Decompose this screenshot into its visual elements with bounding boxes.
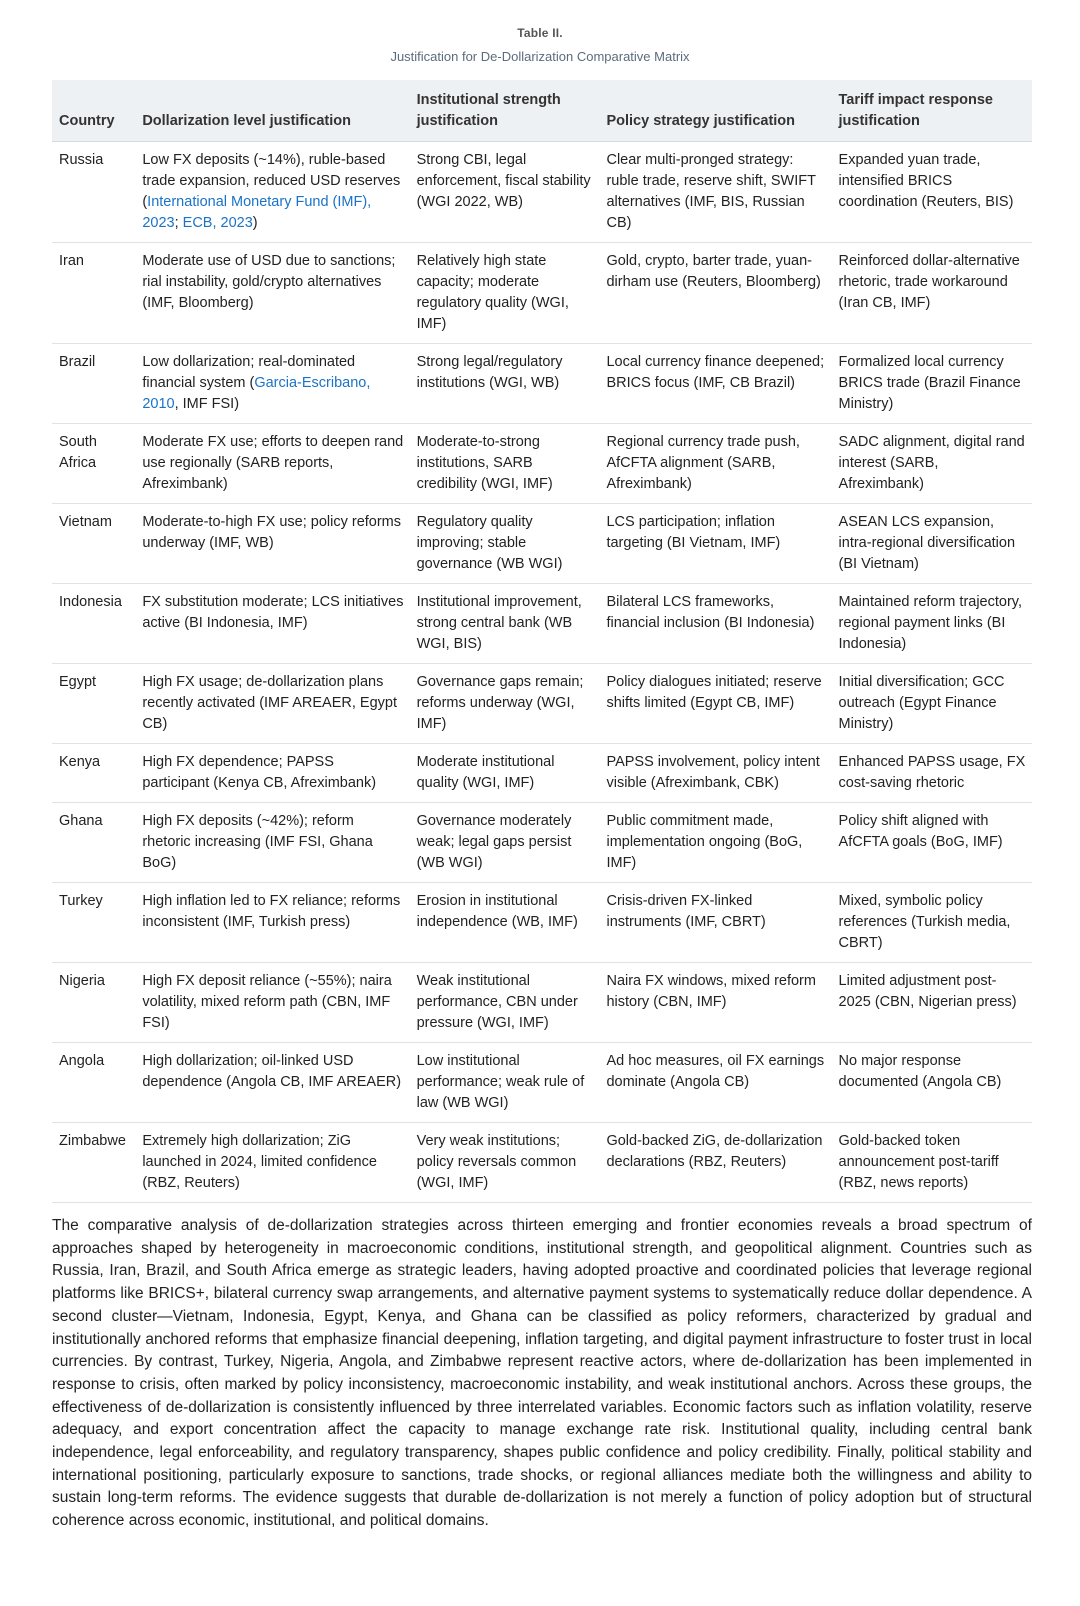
- cell-dollarization: [135, 584, 409, 664]
- table-row: [52, 142, 1032, 243]
- cell-policy: Gold-backed ZiG, de-dollarization declarations (RBZ, Reuters): [599, 1123, 831, 1203]
- cell-text: Moderate FX use; efforts to deepen rand use regionally (SARB reports, Afreximbank): [142, 434, 404, 492]
- cell-institutional: Strong legal/regulatory institutions (WGI, WB): [410, 344, 600, 424]
- cell-text: Extremely high dollarization; ZiG launched in 2024, limited confidence (RBZ, Reuters): [142, 1133, 377, 1191]
- table-row: [52, 584, 1032, 664]
- cell-dollarization: [135, 424, 409, 504]
- cell-country: Iran: [52, 243, 135, 344]
- cell-dollarization: [135, 344, 409, 424]
- table-row: [52, 344, 1032, 424]
- cell-text: High FX dependence; PAPSS participant (Kenya CB, Afreximbank): [142, 754, 377, 791]
- table-title: Justification for De-Dollarization Comparative Matrix: [390, 49, 690, 64]
- cell-text: High dollarization; oil-linked USD dependence (Angola CB, IMF AREAER): [142, 1053, 402, 1090]
- table-row: [52, 424, 1032, 504]
- cell-tariff: Expanded yuan trade, intensified BRICS coordination (Reuters, BIS): [832, 142, 1032, 243]
- table-header-row: [52, 80, 1032, 142]
- cell-policy: Crisis-driven FX-linked instruments (IMF, CBRT): [599, 883, 831, 963]
- table-row: [52, 504, 1032, 584]
- cell-tariff: Gold-backed token announcement post-tariff (RBZ, news reports): [832, 1123, 1032, 1203]
- cell-tariff: ASEAN LCS expansion, intra-regional diversification (BI Vietnam): [832, 504, 1032, 584]
- cell-policy: Regional currency trade push, AfCFTA alignment (SARB, Afreximbank): [599, 424, 831, 504]
- cell-dollarization: [135, 803, 409, 883]
- cell-text: ;: [174, 215, 183, 231]
- cell-country: Zimbabwe: [52, 1123, 135, 1203]
- cell-dollarization: [135, 1123, 409, 1203]
- cell-institutional: Governance moderately weak; legal gaps persist (WB WGI): [410, 803, 600, 883]
- table-row: [52, 803, 1032, 883]
- body-paragraph: The comparative analysis of de-dollarization strategies across thirteen emerging and frontier economies reveals a broad spectrum of approaches shaped by heterogeneity in macroeconomic conditions, institutional strength, and geopolitical alignment. Countries such as Russia, Iran, Brazil, and South Africa emerge as strategic leaders, having adopted proactive and coordinated policies that leverage regional platforms like BRICS+, bilateral currency swap arrangements, and alternative payment systems to systematically reduce dollar dependence. A second cluster—Vietnam, Indonesia, Egypt, Kenya, and Ghana can be classified as policy reformers, characterized by gradual and institutionally anchored reforms that emphasize financial deepening, inflation targeting, and digital payment infrastructure to foster trust in local currencies. By contrast, Turkey, Nigeria, Angola, and Zimbabwe represent reactive actors, where de-dollarization has been implemented in response to crisis, often marked by policy inconsistency, macroeconomic instability, and weak institutional anchors. Across these groups, the effectiveness of de-dollarization is consistently influenced by three interrelated variables. Economic factors such as inflation volatility, reserve adequacy, and export concentration affect the capacity to manage exchange rate risk. Institutional quality, including central bank independence, legal enforceability, and regulatory transparency, shapes public confidence and policy credibility. Finally, political stability and international positioning, particularly exposure to sanctions, trade shocks, or regional alliances mediate both the willingness and ability to sustain long-term reforms. The evidence suggests that durable de-dollarization is not merely a function of policy adoption but of structural coherence across economic, institutional, and political domains.: [52, 1217, 1032, 1530]
- cell-text: High inflation led to FX reliance; reforms inconsistent (IMF, Turkish press): [142, 893, 401, 930]
- cell-country: Egypt: [52, 664, 135, 744]
- cell-country: Ghana: [52, 803, 135, 883]
- cell-tariff: Formalized local currency BRICS trade (Brazil Finance Ministry): [832, 344, 1032, 424]
- comparative-matrix-table: [52, 80, 1032, 1203]
- cell-tariff: Maintained reform trajectory, regional payment links (BI Indonesia): [832, 584, 1032, 664]
- table-label: Table II.: [517, 26, 563, 40]
- cell-institutional: Moderate-to-strong institutions, SARB credibility (WGI, IMF): [410, 424, 600, 504]
- citation-link[interactable]: Garcia-Escribano, 2010: [142, 375, 371, 412]
- cell-text: High FX usage; de-dollarization plans recently activated (IMF AREAER, Egypt CB): [142, 674, 397, 732]
- citation-link[interactable]: ECB, 2023: [182, 215, 253, 231]
- cell-country: South Africa: [52, 424, 135, 504]
- cell-country: Vietnam: [52, 504, 135, 584]
- cell-tariff: Mixed, symbolic policy references (Turkish media, CBRT): [832, 883, 1032, 963]
- cell-institutional: Strong CBI, legal enforcement, fiscal stability (WGI 2022, WB): [410, 142, 600, 243]
- cell-institutional: Governance gaps remain; reforms underway (WGI, IMF): [410, 664, 600, 744]
- cell-tariff: Policy shift aligned with AfCFTA goals (BoG, IMF): [832, 803, 1032, 883]
- cell-tariff: SADC alignment, digital rand interest (SARB, Afreximbank): [832, 424, 1032, 504]
- cell-dollarization: [135, 142, 409, 243]
- cell-dollarization: [135, 504, 409, 584]
- table-body: [52, 142, 1032, 1203]
- cell-institutional: Relatively high state capacity; moderate regulatory quality (WGI, IMF): [410, 243, 600, 344]
- cell-dollarization: [135, 243, 409, 344]
- cell-institutional: Regulatory quality improving; stable governance (WB WGI): [410, 504, 600, 584]
- cell-institutional: Institutional improvement, strong central bank (WB WGI, BIS): [410, 584, 600, 664]
- cell-institutional: Moderate institutional quality (WGI, IMF): [410, 744, 600, 803]
- cell-policy: LCS participation; inflation targeting (BI Vietnam, IMF): [599, 504, 831, 584]
- cell-dollarization: [135, 664, 409, 744]
- cell-policy: Local currency finance deepened; BRICS focus (IMF, CB Brazil): [599, 344, 831, 424]
- cell-text: Moderate-to-high FX use; policy reforms underway (IMF, WB): [142, 514, 402, 551]
- cell-institutional: Very weak institutions; policy reversals common (WGI, IMF): [410, 1123, 600, 1203]
- cell-text: High FX deposits (~42%); reform rhetoric increasing (IMF FSI, Ghana BoG): [142, 813, 373, 871]
- cell-dollarization: [135, 1043, 409, 1123]
- cell-text: Low dollarization; real-dominated financial system (: [142, 354, 356, 391]
- cell-country: Angola: [52, 1043, 135, 1123]
- header-country: Country: [52, 80, 135, 142]
- cell-text: FX substitution moderate; LCS initiatives active (BI Indonesia, IMF): [142, 594, 404, 631]
- cell-text: Low FX deposits (~14%), ruble-based trade expansion, reduced USD reserves (: [142, 152, 401, 210]
- table-row: [52, 1043, 1032, 1123]
- table-row: [52, 664, 1032, 744]
- cell-country: Nigeria: [52, 963, 135, 1043]
- cell-tariff: Limited adjustment post-2025 (CBN, Nigerian press): [832, 963, 1032, 1043]
- cell-country: Russia: [52, 142, 135, 243]
- cell-tariff: Initial diversification; GCC outreach (Egypt Finance Ministry): [832, 664, 1032, 744]
- cell-institutional: Low institutional performance; weak rule of law (WB WGI): [410, 1043, 600, 1123]
- cell-institutional: Weak institutional performance, CBN under pressure (WGI, IMF): [410, 963, 600, 1043]
- header-dollarization: Dollarization level justification: [135, 80, 409, 142]
- cell-tariff: No major response documented (Angola CB): [832, 1043, 1032, 1123]
- cell-dollarization: [135, 883, 409, 963]
- citation-link[interactable]: International Monetary Fund (IMF), 2023: [142, 194, 372, 231]
- cell-policy: Naira FX windows, mixed reform history (CBN, IMF): [599, 963, 831, 1043]
- header-policy: Policy strategy justification: [599, 80, 831, 142]
- cell-policy: Ad hoc measures, oil FX earnings dominate (Angola CB): [599, 1043, 831, 1123]
- cell-dollarization: [135, 963, 409, 1043]
- cell-tariff: Enhanced PAPSS usage, FX cost-saving rhetoric: [832, 744, 1032, 803]
- table-caption: [0, 26, 1080, 64]
- cell-text: Moderate use of USD due to sanctions; rial instability, gold/crypto alternatives (IMF, Bloomberg): [142, 253, 396, 311]
- cell-text: , IMF FSI): [174, 396, 240, 412]
- table-row: [52, 243, 1032, 344]
- cell-country: Kenya: [52, 744, 135, 803]
- cell-policy: Clear multi-pronged strategy: ruble trade, reserve shift, SWIFT alternatives (IMF, BIS, Russian CB): [599, 142, 831, 243]
- cell-policy: Bilateral LCS frameworks, financial inclusion (BI Indonesia): [599, 584, 831, 664]
- table-row: [52, 1123, 1032, 1203]
- cell-dollarization: [135, 744, 409, 803]
- cell-country: Indonesia: [52, 584, 135, 664]
- cell-policy: Policy dialogues initiated; reserve shifts limited (Egypt CB, IMF): [599, 664, 831, 744]
- cell-policy: PAPSS involvement, policy intent visible (Afreximbank, CBK): [599, 744, 831, 803]
- cell-tariff: Reinforced dollar-alternative rhetoric, trade workaround (Iran CB, IMF): [832, 243, 1032, 344]
- table-row: [52, 744, 1032, 803]
- cell-text: High FX deposit reliance (~55%); naira volatility, mixed reform path (CBN, IMF FSI): [142, 973, 392, 1031]
- cell-policy: Gold, crypto, barter trade, yuan-dirham use (Reuters, Bloomberg): [599, 243, 831, 344]
- table-row: [52, 883, 1032, 963]
- table-row: [52, 963, 1032, 1043]
- cell-text: ): [252, 215, 258, 231]
- header-institutional: Institutional strength justification: [410, 80, 600, 142]
- cell-country: Turkey: [52, 883, 135, 963]
- cell-policy: Public commitment made, implementation ongoing (BoG, IMF): [599, 803, 831, 883]
- header-tariff: Tariff impact response justification: [832, 80, 1032, 142]
- cell-institutional: Erosion in institutional independence (WB, IMF): [410, 883, 600, 963]
- cell-country: Brazil: [52, 344, 135, 424]
